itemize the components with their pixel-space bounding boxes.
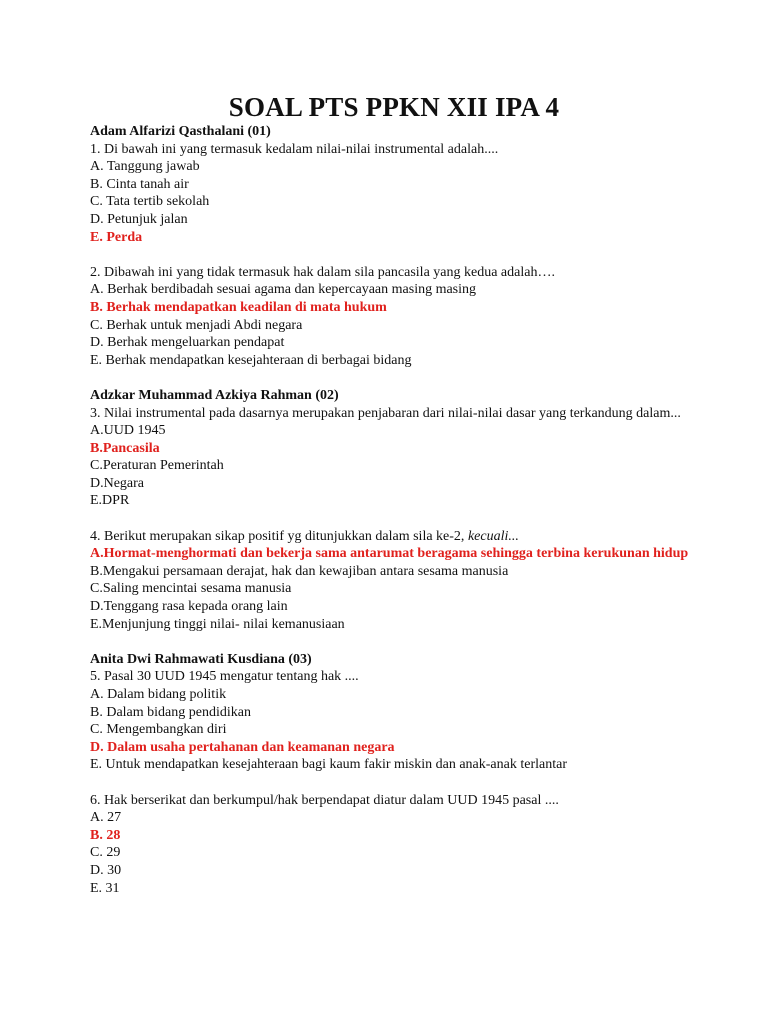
question-text-main: 4. Berikut merupakan sikap positif yg ditunjukkan dalam sila ke-2, [90,528,468,544]
page-title: SOAL PTS PPKN XII IPA 4 [228,92,560,122]
option: E. Untuk mendapatkan kesejahteraan bagi kaum fakir miskin dan anak-anak terlantar [90,757,567,773]
option: C. Tata tertib sekolah [90,194,210,210]
correct-option: B. Berhak mendapatkan keadilan di mata hukum [90,299,387,315]
option: D. Petunjuk jalan [90,211,188,227]
question-text: 5. Pasal 30 UUD 1945 mengatur tentang hak .... [90,669,359,685]
question-text [90,528,728,546]
option: B. Cinta tanah air [90,176,189,192]
option: E. Berhak mendapatkan kesejahteraan di berbagai bidang [90,352,412,368]
option: D.Tenggang rasa kepada orang lain [90,599,288,615]
question-text: 1. Di bawah ini yang termasuk kedalam nilai-nilai instrumental adalah.... [90,141,499,157]
option: D. 30 [90,862,122,878]
question-text: 3. Nilai instrumental pada dasarnya merupakan penjabaran dari nilai-nilai dasar yang terkandung dalam... [90,405,681,421]
option: A. 27 [90,810,122,826]
option: E.Menjunjung tinggi nilai- nilai kemanusiaan [90,616,345,632]
author-name: Anita Dwi Rahmawati Kusdiana (03) [90,651,312,667]
option: B. Dalam bidang pendidikan [90,704,251,720]
correct-option: B.Pancasila [90,440,160,456]
option: A. Dalam bidang politik [90,687,227,702]
option: A. Berhak berdibadah sesuai agama dan kepercayaan masing masing [90,282,477,298]
option: C. Mengembangkan diri [90,722,227,738]
question-text: 2. Dibawah ini yang tidak termasuk hak dalam sila pancasila yang kedua adalah…. [90,264,555,280]
option: B.Mengakui persamaan derajat, hak dan kewajiban antara sesama manusia [90,563,509,579]
option: C.Peraturan Pemerintah [90,458,224,474]
option: A.UUD 1945 [90,423,166,439]
option: C. Berhak untuk menjadi Abdi negara [90,317,303,333]
option: D. Berhak mengeluarkan pendapat [90,335,285,351]
option: C. 29 [90,845,121,861]
option: E.DPR [90,493,130,509]
question-text: 6. Hak berserikat dan berkumpul/hak berpendapat diatur dalam UUD 1945 pasal .... [90,792,559,808]
option: D.Negara [90,475,145,491]
correct-option: B. 28 [90,827,121,843]
option: A. Tanggung jawab [90,159,200,175]
correct-option: E. Perda [90,229,143,245]
author-name: Adzkar Muhammad Azkiya Rahman (02) [90,387,339,403]
option: E. 31 [90,880,120,896]
question-text-italic: kecuali... [467,528,519,544]
correct-option: A.Hormat-menghormati dan bekerja sama antarumat beragama sehingga terbina kerukunan hidup [90,546,689,562]
correct-option: D. Dalam usaha pertahanan dan keamanan negara [90,739,395,755]
author-name: Adam Alfarizi Qasthalani (01) [90,124,271,139]
option: C.Saling mencintai sesama manusia [90,581,292,597]
